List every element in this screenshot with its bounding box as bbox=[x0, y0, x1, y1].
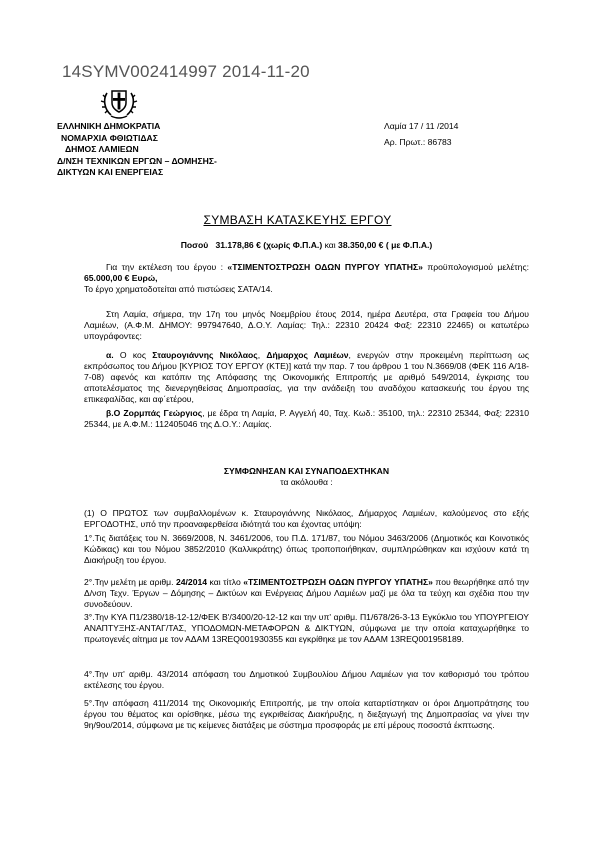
issuer-line: ΕΛΛΗΝΙΚΗ ΔΗΜΟΚΡΑΤΙΑ bbox=[57, 121, 161, 131]
document-reference bbox=[384, 121, 458, 148]
party-b-paragraph: β.Ο Ζορμπάς Γεώργιος, με έδρα τη Λαμία, Ρ. Αγγελή 40, Ταχ. Κωδ.: 35100, τηλ.: 22310 25344, Φαξ: 22310 25344, με Α.Φ.Μ.: 112405046 της Δ.Ο.Υ.: Λαμίας. bbox=[84, 408, 529, 429]
contract-title: ΣΥΜΒΑΣΗ ΚΑΤΑΣΚΕΥΗΣ ΕΡΓΟΥ bbox=[203, 213, 392, 227]
list-item: 5°.Την απόφαση 411/2014 της Οικονομικής Επιτροπής, με την οποία καταρτίστηκαν οι όροι Δημοπράτησης του έργου του θέματος και ορίσθηκε, μέσω της εγκριθείσας Διακήρυξης, η διεξαγωγή της Δημοπρασίας να γίνει την 9η/9ου/2014, σύμφωνα με τις κείμενες διατάξεις με σύστημα προσφοράς με επί μέρους ποσοστά έκπτωσης. bbox=[84, 698, 529, 730]
issuer-line: Δ/ΝΣΗ ΤΕΧΝΙΚΩΝ ΕΡΓΩΝ – ΔΟΜΗΣΗΣ- bbox=[57, 155, 217, 166]
agreement-heading: ΣΥΜΦΩΝΗΣΑΝ ΚΑΙ ΣΥΝΑΠΟΔΕΧΤΗΚΑΝ τα ακόλουθα : bbox=[223, 466, 390, 487]
document-date: Λαμία 17 / 11 /2014 bbox=[384, 121, 459, 131]
preamble-paragraph: Στη Λαμία, σήμερα, την 17η του μηνός Νοεμβρίου έτους 2014, ημέρα Δευτέρα, στα Γραφεία του Δήμου Λαμιέων, (Α.Φ.Μ. ΔΗΜΟΥ: 997947640, Δ.Ο.Υ. Λαμίας: Τηλ.: 22310 20424 Φαξ: 22310 22465) οι κατωτέρω υπογράφοντες: bbox=[84, 309, 529, 341]
issuer-line: ΝΟΜΑΡΧΙΑ ΦΘΙΩΤΙΔΑΣ bbox=[61, 132, 158, 143]
project-intro: Για την εκτέλεση του έργου : «ΤΣΙΜΕΝΤΟΣΤΡΩΣΗ ΟΔΩΝ ΠΥΡΓΟΥ ΥΠΑΤΗΣ» προϋπολογισμού μελέτης: 65.000,00 € Ευρώ, Το έργο χρηματοδοτείται από πιστώσεις ΣΑΤΑ/14. bbox=[84, 262, 529, 294]
contract-amount: Ποσού 31.178,86 € (χωρίς Φ.Π.Α.) και 38.350,00 € ( με Φ.Π.Α.) bbox=[180, 240, 433, 250]
list-item: 3°.Την ΚΥΑ Π1/2380/18-12-12/ΦΕΚ Β'/3400/20-12-12 και την υπ' αριθμ. Π1/678/26-3-13 Εγκύκλιο του ΥΠΟΥΡΓΕΙΟΥ ΑΝΑΠΤΥΞΗΣ-ΑΝΤΑΓ/ΤΑΣ, ΥΠΟΔΟΜΩΝ-ΜΕΤΑΦΟΡΩΝ & ΔΙΚΤΥΩΝ, σύμφωνα με την οποία καταχωρήθηκε το πρωτογενές αίτημα με τον ΑΔΑΜ 13REQ001930355 και εγκρίθηκε με τον ΑΔΑΜ 13REQ001958189. bbox=[84, 612, 529, 644]
protocol-number: Αρ. Πρωτ.: 86783 bbox=[384, 136, 452, 147]
list-item: 2°.Την μελέτη με αριθμ. 24/2014 και τίτλο «ΤΣΙΜΕΝΤΟΣΤΡΩΣΗ ΟΔΩΝ ΠΥΡΓΟΥ ΥΠΑΤΗΣ» που θεωρήθηκε από την Δ/νση Τεχν. Έργων – Δόμησης – Δικτύων και Ενέργειας Δήμου Λαμιέων μαζί με όλα τα τεύχη και σχέδια που την συνοδεύουν. bbox=[84, 577, 529, 609]
list-item: 4°.Την υπ' αριθμ. 43/2014 απόφαση του Δημοτικού Συμβουλίου Δήμου Λαμιέων για τον καθορισμό του τρόπου εκτέλεσης του έργου. bbox=[84, 669, 529, 690]
issuer-line: ΔΗΜΟΣ ΛΑΜΙΕΩΝ bbox=[65, 144, 139, 154]
greek-emblem-icon bbox=[99, 83, 139, 121]
issuer-line: ΔΙΚΤΥΩΝ ΚΑΙ ΕΝΕΡΓΕΙΑΣ bbox=[57, 167, 164, 177]
party-a-paragraph: α. Ο κος Σταυρογιάννης Νικόλαος, Δήμαρχος Λαμιέων, ενεργών στην προκειμένη περίπτωση ως εκπρόσωπος του Δήμου [ΚΥΡΙΟΣ ΤΟΥ ΕΡΓΟΥ (ΚΤΕ)] κατά την παρ. 7 του άρθρου 1 του Ν.3669/08 (ΦΕΚ 116 Α/18-7-08) αφενός και κατόπιν της Απόφασης της Οικονομικής Επιτροπής με αριθμό 549/2014, έγκρισης του αποτελέσματος της διενεργηθείσας Δημοπρασίας, για την ανάδειξη του αναδόχου κατασκευής του έργου της επικεφαλίδας, και αφ΄ετέρου, bbox=[84, 350, 529, 404]
document-id-watermark: 14SYMV002414997 2014-11-20 bbox=[62, 62, 310, 81]
clause-1: (1) Ο ΠΡΩΤΟΣ των συμβαλλομένων κ. Σταυρογιάννης Νικόλαος, Δήμαρχος Λαμιέων, καλούμενος στο εξής ΕΡΓΟΔΟΤΗΣ, υπό την προαναφερθείσα ιδιότητά του και έχοντας υπόψη: bbox=[84, 508, 529, 529]
list-item: 1°.Τις διατάξεις του Ν. 3669/2008, Ν. 3461/2006, του Π.Δ. 171/87, του Νόμου 3463/2006 (Δημοτικός και Κοινοτικός Κώδικας) και του Νόμου 3852/2010 (Καλλικράτης) όπως τροποποιήθηκαν, συμπληρώθηκαν και ισχύουν κατά τη Διακήρυξη του έργου. bbox=[84, 533, 529, 565]
issuer-header bbox=[57, 121, 217, 179]
